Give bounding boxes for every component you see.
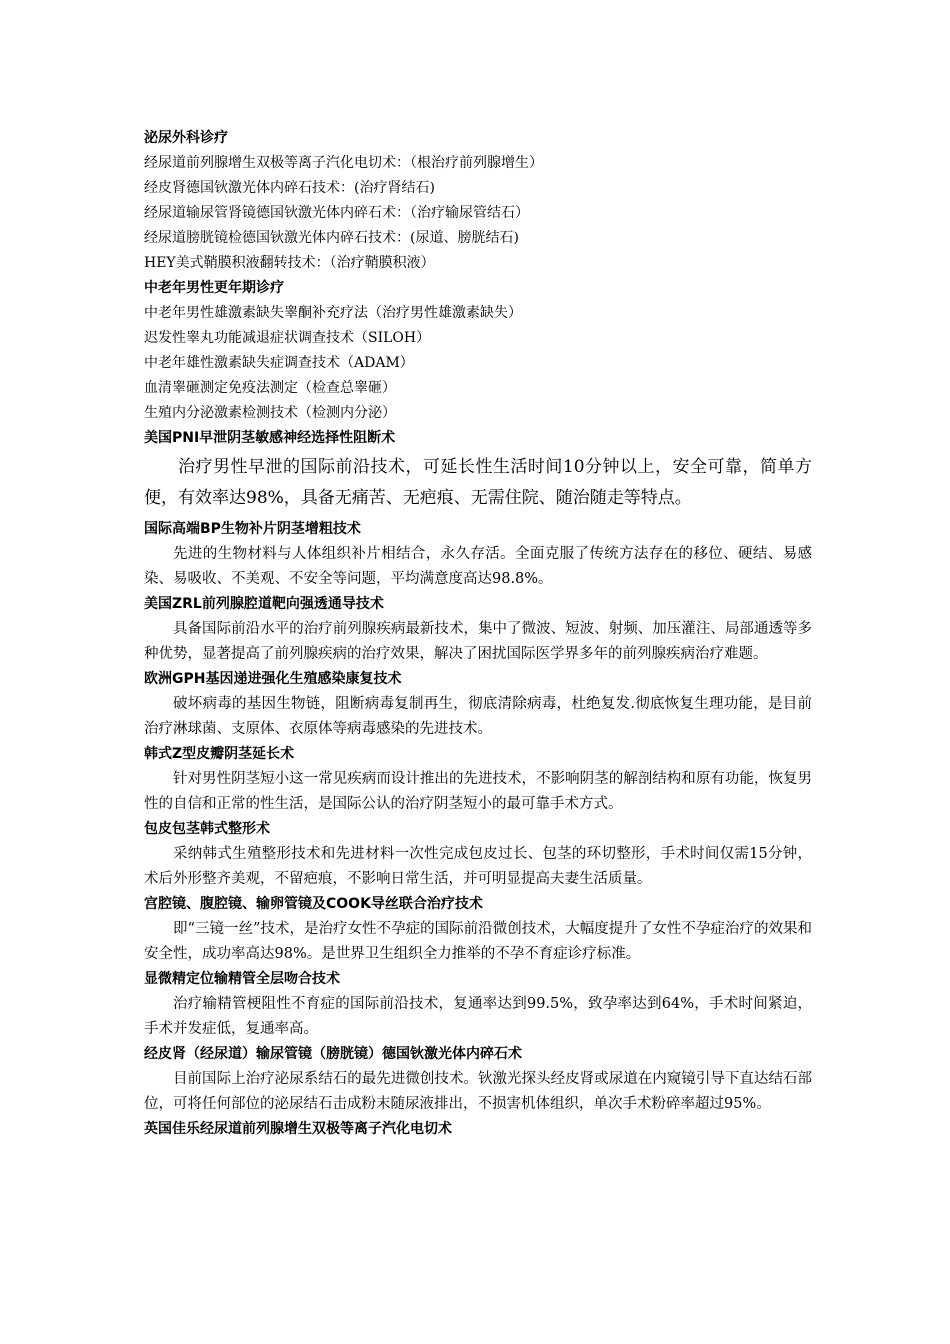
technique-body: 采纳韩式生殖整形技术和先进材料一次性完成包皮过长、包茎的环切整形，手术时间仅需15分钟，术后外形整齐美观，不留疤痕，不影响日常生活，并可明显提高夫妻生活质量。: [144, 846, 812, 887]
technique-title: 英国佳乐经尿道前列腺增生双极等离子汽化电切术: [144, 1121, 452, 1137]
technique-title: 美国PNI早泄阴茎敏感神经选择性阻断术: [144, 430, 396, 446]
section-title-andropause: 中老年男性更年期诊疗: [144, 280, 284, 296]
list-item: 经尿道前列腺增生双极等离子汽化电切术：（根治疗前列腺增生）: [144, 155, 543, 171]
technique-title: 宫腔镜、腹腔镜、输卵管镜及COOK导丝联合治疗技术: [144, 896, 483, 912]
list-item: 经尿道输尿管肾镜德国钬激光体内碎石术：（治疗输尿管结石）: [144, 205, 529, 221]
technique-title: 欧洲GPH基因递进强化生殖感染康复技术: [144, 671, 402, 687]
technique-title: 美国ZRL前列腺腔道靶向强透通导技术: [144, 596, 384, 612]
list-item: 中老年雄性激素缺失症调查技术（ADAM）: [144, 355, 414, 371]
technique-body: 先进的生物材料与人体组织补片相结合，永久存活。全面克服了传统方法存在的移位、硬结、易感染、易吸收、不美观、不安全等问题，平均满意度高达98.8%。: [144, 546, 812, 587]
technique-title: 韩式Z型皮瓣阴茎延长术: [144, 746, 295, 762]
technique-title: 国际高端BP生物补片阴茎增粗技术: [144, 521, 361, 537]
section-title-urology: 泌尿外科诊疗: [144, 130, 228, 146]
technique-body: 目前国际上治疗泌尿系结石的最先进微创技术。钬激光探头经皮肾或尿道在内窥镜引导下直达结石部位，可将任何部位的泌尿结石击成粉末随尿液排出，不损害机体组织，单次手术粉碎率超过95%。: [144, 1071, 812, 1112]
technique-title: 显微精定位输精管全层吻合技术: [144, 971, 340, 987]
list-item: 中老年男性雄激素缺失睾酮补充疗法（治疗男性雄激素缺失）: [144, 305, 522, 321]
technique-body: 治疗男性早泄的国际前沿技术，可延长性生活时间10分钟以上，安全可靠，简单方便，有效率达98%，具备无痛苦、无疤痕、无需住院、随治随走等特点。: [144, 457, 812, 508]
list-item: 生殖内分泌激素检测技术（检测内分泌）: [144, 405, 396, 421]
list-item: 经尿道膀胱镜检德国钬激光体内碎石技术：(尿道、膀胱结石): [144, 230, 519, 246]
technique-body: 破坏病毒的基因生物链，阻断病毒复制再生，彻底清除病毒，杜绝复发.彻底恢复生理功能，是目前治疗淋球菌、支原体、衣原体等病毒感染的先进技术。: [144, 696, 812, 737]
technique-body: 即“三镜一丝”技术，是治疗女性不孕症的国际前沿微创技术，大幅度提升了女性不孕症治疗的效果和安全性，成功率高达98%。是世界卫生组织全力推举的不孕不育症诊疗标准。: [144, 921, 812, 962]
list-item: 经皮肾德国钬激光体内碎石技术：(治疗肾结石): [144, 180, 435, 196]
technique-title: 包皮包茎韩式整形术: [144, 821, 270, 837]
technique-body: 针对男性阴茎短小这一常见疾病而设计推出的先进技术，不影响阴茎的解剖结构和原有功能，恢复男性的自信和正常的性生活，是国际公认的治疗阴茎短小的最可靠手术方式。: [144, 771, 812, 812]
document-page: [144, 126, 812, 1142]
list-item: 血清睾砸测定免疫法测定（检查总睾砸）: [144, 380, 396, 396]
technique-body: 治疗输精管梗阻性不育症的国际前沿技术，复通率达到99.5%，致孕率达到64%，手术时间紧迫，手术并发症低，复通率高。: [144, 996, 812, 1037]
technique-title: 经皮肾（经尿道）输尿管镜（膀胱镜）德国钬激光体内碎石术: [144, 1046, 522, 1062]
list-item: HEY美式鞘膜积液翻转技术：（治疗鞘膜积液）: [144, 255, 435, 271]
technique-body: 具备国际前沿水平的治疗前列腺疾病最新技术，集中了微波、短波、射频、加压灌注、局部通透等多种优势，显著提高了前列腺疾病的治疗效果，解决了困扰国际医学界多年的前列腺疾病治疗难题。: [144, 621, 812, 662]
list-item: 迟发性睾丸功能减退症状调查技术（SILOH）: [144, 330, 431, 346]
